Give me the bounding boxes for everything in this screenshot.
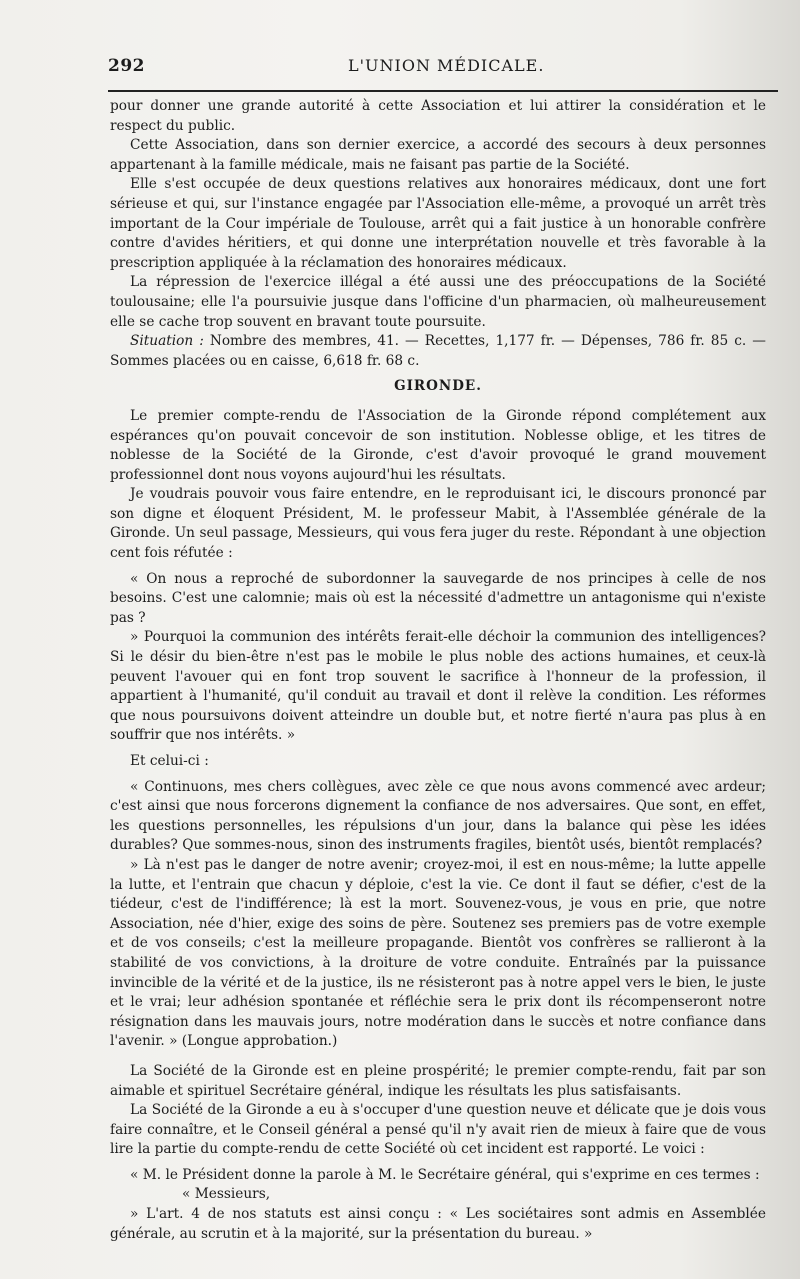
situation-label: Situation : [130,333,204,350]
transition-line: Et celui-ci : [130,753,209,769]
header-rule [108,90,778,92]
quote-continuons-part2: » Là n'est pas le danger de notre avenir; croyez-moi, il est en nous-même; la lutte appelle la lutte, et l'entrain que chacun y déploie, c'est la vie. Ce dont il faut se défier, c'est de la tiédeur, c'est de l'indifférence; là est la mort. Souvenez-vous, je vous en prie, que notre Association, née d'hier, exige des soins de père. Soutenez ses premiers pas de votre exemple et de vos conseils; c'est la meilleure propagande. Bientôt vos confrères se rallieront à la stabilité de vos convictions, à la droiture de votre conduite. Entraînés par la puissance invincible de la vérité et de la justice, ils ne résisteront pas à notre appel vers le bien, le juste et le vrai; leur adhésion spontanée et réfléchie sera le prix dont ils récompenseront notre résignation dans les mauvais jours, notre modération dans le succès et notre confiance dans l'avenir. » (Longue approbation.) [110,856,766,1050]
paragraph-repression: La répression de l'exercice illégal a été aussi une des préoccupations de la Société toulousaine; elle l'a poursuivie jusque dans l'officine d'un pharmacien, où malheureusement elle se cache trop souvent en bravant toute poursuite. [110,274,766,330]
paragraph-gironde-intro: Le premier compte-rendu de l'Association de la Gironde répond complétement aux espérances qu'on pouvait concevoir de son institution. Noblesse oblige, et les titres de noblesse de la Société de la Gironde, c'est d'avoir provoqué le grand mouvement professionnel dont nous voyons aujourd'hui les résultats. [110,407,766,483]
situation-paragraph [110,332,766,371]
running-head: L'UNION MÉDICALE. [348,56,545,75]
body-text [110,97,766,1244]
paragraph-secours: Cette Association, dans son dernier exercice, a accordé des secours à deux personnes appartenant à la famille médicale, mais ne faisant pas partie de la Société. [110,137,766,173]
paragraph-continuation: pour donner une grande autorité à cette Association et lui attirer la considération et le respect du public. [110,98,766,134]
situation-text: Nombre des membres, 41. — Recettes, 1,177 fr. — Dépenses, 786 fr. 85 c. — Sommes placées ou en caisse, 6,618 fr. 68 c. [110,333,766,369]
paragraph-discours: Je voudrais pouvoir vous faire entendre, en le reproduisant ici, le discours prononcé par son digne et éloquent Président, M. le professeur Mabit, à l'Assemblée générale de la Gironde. Un seul passage, Messieurs, qui vous fera juger du reste. Répondant à une objection cent fois réfutée : [110,486,766,562]
page-header [108,54,776,84]
quote-mabit-part2: » Pourquoi la communion des intérêts ferait-elle déchoir la communion des intelligences? Si le désir du bien-être n'est pas le mobile le plus noble des actions humaines, et ceux-là peuvent l'avouer qui en font trop souvent le sacrifice à l'honneur de la profession, il appartient à l'humanité, qu'il conduit au travail et dont il relève la condition. Les réformes que nous poursuivons doivent atteindre un double but, et notre fierté n'aura pas plus à en souffrir que nos intérêts. » [110,629,766,744]
quote-mabit-part1: « On nous a reproché de subordonner la sauvegarde de nos principes à celle de nos besoins. C'est une calomnie; mais où est la nécessité d'admettre un antagonisme qui n'existe pas ? [110,570,766,626]
section-heading-gironde: GIRONDE. [394,378,482,395]
paragraph-question-neuve: La Société de la Gironde a eu à s'occuper d'une question neuve et délicate que je dois vous faire connaître, et le Conseil général a pensé qu'il n'y avait rien de mieux à faire que de vous lire la partie du compte-rendu de cette Société où cet incident est rapporté. Le voici : [110,1102,766,1158]
quote-statuts: » L'art. 4 de nos statuts est ainsi conçu : « Les sociétaires sont admis en Assemblée générale, au scrutin et à la majorité, sur la présentation du bureau. » [110,1206,766,1242]
page-number: 292 [108,56,145,76]
salutation-messieurs: « Messieurs, [182,1186,271,1203]
quote-president: « M. le Président donne la parole à M. le Secrétaire général, qui s'exprime en ces termes : [130,1166,760,1183]
paragraph-prosperite: La Société de la Gironde est en pleine prospérité; le premier compte-rendu, fait par son aimable et spirituel Secrétaire général, indique les résultats les plus satisfaisants. [110,1062,766,1099]
quote-continuons-part1: « Continuons, mes chers collègues, avec zèle ce que nous avons commencé avec ardeur; c'est ainsi que nous forcerons dignement la confiance de nos adversaires. Que sont, en effet, les questions personnelles, les répulsions d'un jour, dans la balance qui pèse les idées durables? Que sommes-nous, sinon des instruments fragiles, bientôt usés, bientôt remplacés? [110,778,766,854]
paragraph-honoraires: Elle s'est occupée de deux questions relatives aux honoraires médicaux, dont une fort sérieuse et qui, sur l'instance engagée par l'Association elle-même, a provoqué un arrêt très important de la Cour impériale de Toulouse, arrêt qui a fait justice à un honorable confrère contre d'avides héritiers, et qui donne une interprétation nouvelle et très favorable à la prescription appliquée à la réclamation des honoraires médicaux. [110,176,766,271]
